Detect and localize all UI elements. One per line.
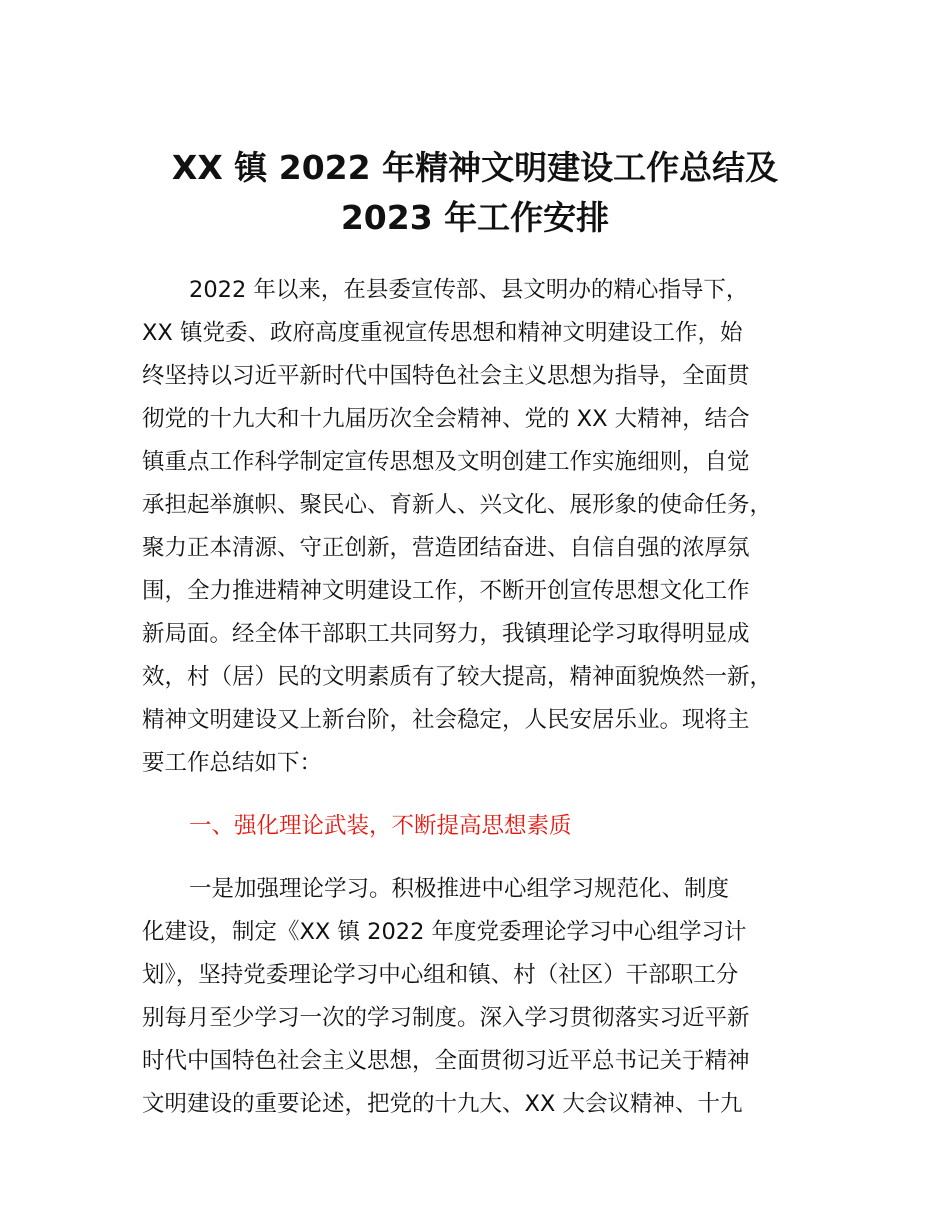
paragraph-line: 划》，坚持党委理论学习中心组和镇、村（社区）干部职工分: [142, 962, 739, 988]
paragraph-line: 精神文明建设又上新台阶，社会稳定，人民安居乐业。现将主: [142, 707, 750, 733]
section-heading: 一、强化理论武装，不断提高思想素质: [189, 813, 572, 839]
paragraph-line: 聚力正本清源、守正创新，营造团结奋进、自信自强的浓厚氛: [142, 535, 750, 561]
paragraph-line: 彻党的十九大和十九届历次全会精神、党的 XX 大精神，结合: [142, 406, 750, 432]
paragraph-line: 2022 年以来，在县委宣传部、县文明办的精心指导下，: [189, 277, 749, 303]
paragraph-line: 承担起举旗帜、聚民心、育新人、兴文化、展形象的使命任务，: [142, 492, 773, 518]
paragraph-line: 化建设，制定《XX 镇 2022 年度党委理论学习中心组学习计: [142, 919, 747, 945]
paragraph-line: 一是加强理论学习。积极推进中心组学习规范化、制度: [189, 876, 730, 902]
paragraph-line: 别每月至少学习一次的学习制度。深入学习贯彻落实习近平新: [142, 1005, 750, 1031]
paragraph-line: 围，全力推进精神文明建设工作，不断开创宣传思想文化工作: [142, 578, 750, 604]
paragraph-line: 镇重点工作科学制定宣传思想及文明创建工作实施细则，自觉: [142, 449, 750, 475]
paragraph-line: 文明建设的重要论述，把党的十九大、XX 大会议精神、十九: [142, 1091, 743, 1117]
paragraph-line: 新局面。经全体干部职工共同努力，我镇理论学习取得明显成: [142, 621, 750, 647]
paragraph-line: 终坚持以习近平新时代中国特色社会主义思想为指导，全面贯: [142, 363, 750, 389]
paragraph-line: XX 镇党委、政府高度重视宣传思想和精神文明建设工作，始: [142, 320, 743, 346]
paragraph-line: 时代中国特色社会主义思想，全面贯彻习近平总书记关于精神: [142, 1048, 750, 1074]
document-title-line-2: 2023 年工作安排: [340, 198, 610, 237]
paragraph-line: 要工作总结如下：: [142, 750, 323, 776]
document-title-line-1: XX 镇 2022 年精神文明建设工作总结及: [171, 148, 779, 187]
paragraph-line: 效，村（居）民的文明素质有了较大提高，精神面貌焕然一新，: [142, 664, 773, 690]
